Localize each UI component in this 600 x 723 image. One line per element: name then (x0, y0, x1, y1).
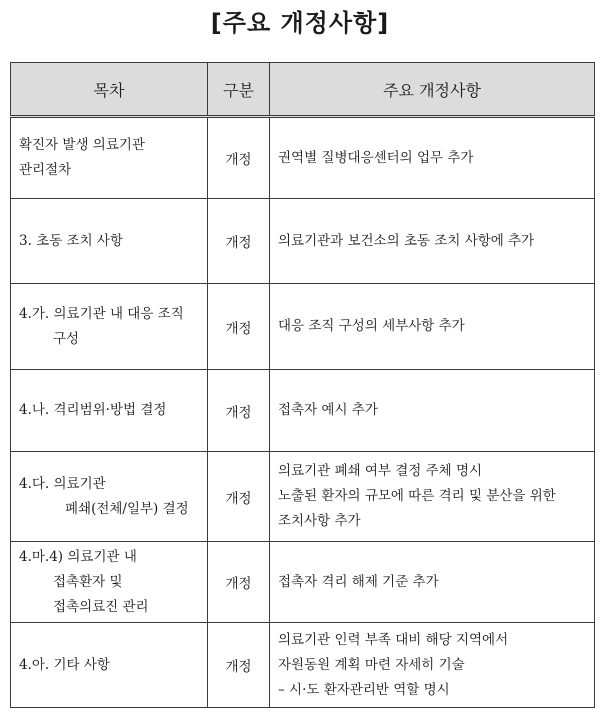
toc-cell (11, 623, 208, 708)
table-row (11, 623, 595, 708)
toc-line: 4.아. 기타 사항 (19, 656, 110, 673)
detail-line: 대응 조직 구성의 세부사항 추가 (278, 318, 465, 334)
header-toc: 목차 (11, 63, 208, 117)
table-header-row (11, 63, 595, 117)
table-row (11, 284, 595, 370)
header-kind: 구분 (208, 63, 270, 117)
kind-cell: 개정 (208, 623, 270, 708)
detail-cell (270, 542, 595, 623)
detail-line: 권역별 질병대응센터의 업무 추가 (278, 149, 474, 166)
kind-cell: 개정 (208, 370, 270, 452)
kind-cell: 개정 (208, 284, 270, 370)
toc-line: 4.가. 의료기관 내 대응 조직 (19, 305, 184, 322)
toc-line: 폐쇄(전체/일부) 결정 (65, 500, 189, 517)
toc-line: 접촉환자 및 (53, 573, 123, 590)
kind-cell: 개정 (208, 117, 270, 199)
toc-line: 접촉의료진 관리 (53, 598, 149, 615)
detail-line: 의료기관 폐쇄 여부 결정 주체 명시 (278, 463, 483, 479)
toc-line: 관리절차 (19, 162, 72, 178)
kind-cell: 개정 (208, 542, 270, 623)
detail-line: 의료기관 인력 부족 대비 해당 지역에서 (278, 631, 509, 648)
detail-cell (270, 370, 595, 452)
detail-line: 접촉자 예시 추가 (278, 402, 378, 418)
page-title: [주요 개정사항] (210, 9, 390, 37)
toc-cell (11, 452, 208, 542)
detail-line: 자원동원 계획 마련 자세히 기술 (278, 656, 465, 673)
detail-cell (270, 117, 595, 199)
table-row (11, 452, 595, 542)
toc-line: 3. 초동 조치 사항 (19, 232, 123, 249)
detail-cell (270, 623, 595, 708)
kind-cell: 개정 (208, 452, 270, 542)
header-detail: 주요 개정사항 (270, 63, 595, 117)
detail-cell (270, 284, 595, 370)
detail-line: 의료기관과 보건소의 초동 조치 사항에 추가 (278, 232, 535, 249)
table-row (11, 117, 595, 199)
toc-cell (11, 199, 208, 284)
detail-line: 조치사항 추가 (278, 513, 361, 529)
toc-cell (11, 284, 208, 370)
revision-table (10, 62, 595, 708)
detail-line: 접촉자 격리 해제 기준 추가 (278, 573, 439, 590)
toc-line: 4.나. 격리범위·방법 결정 (19, 402, 167, 418)
toc-line: 4.마.4) 의료기관 내 (19, 548, 137, 565)
detail-line: 노출된 환자의 규모에 따른 격리 및 분산을 위한 (278, 488, 556, 504)
detail-cell (270, 452, 595, 542)
toc-line: 구성 (53, 330, 80, 347)
toc-cell (11, 117, 208, 199)
detail-line: – 시·도 환자관리반 역할 명시 (278, 681, 450, 698)
table-row (11, 199, 595, 284)
toc-line: 확진자 발생 의료기관 (19, 137, 145, 153)
toc-cell (11, 370, 208, 452)
table-row (11, 370, 595, 452)
table-row (11, 542, 595, 623)
toc-cell (11, 542, 208, 623)
kind-cell: 개정 (208, 199, 270, 284)
toc-line: 4.다. 의료기관 (19, 475, 106, 492)
detail-cell (270, 199, 595, 284)
